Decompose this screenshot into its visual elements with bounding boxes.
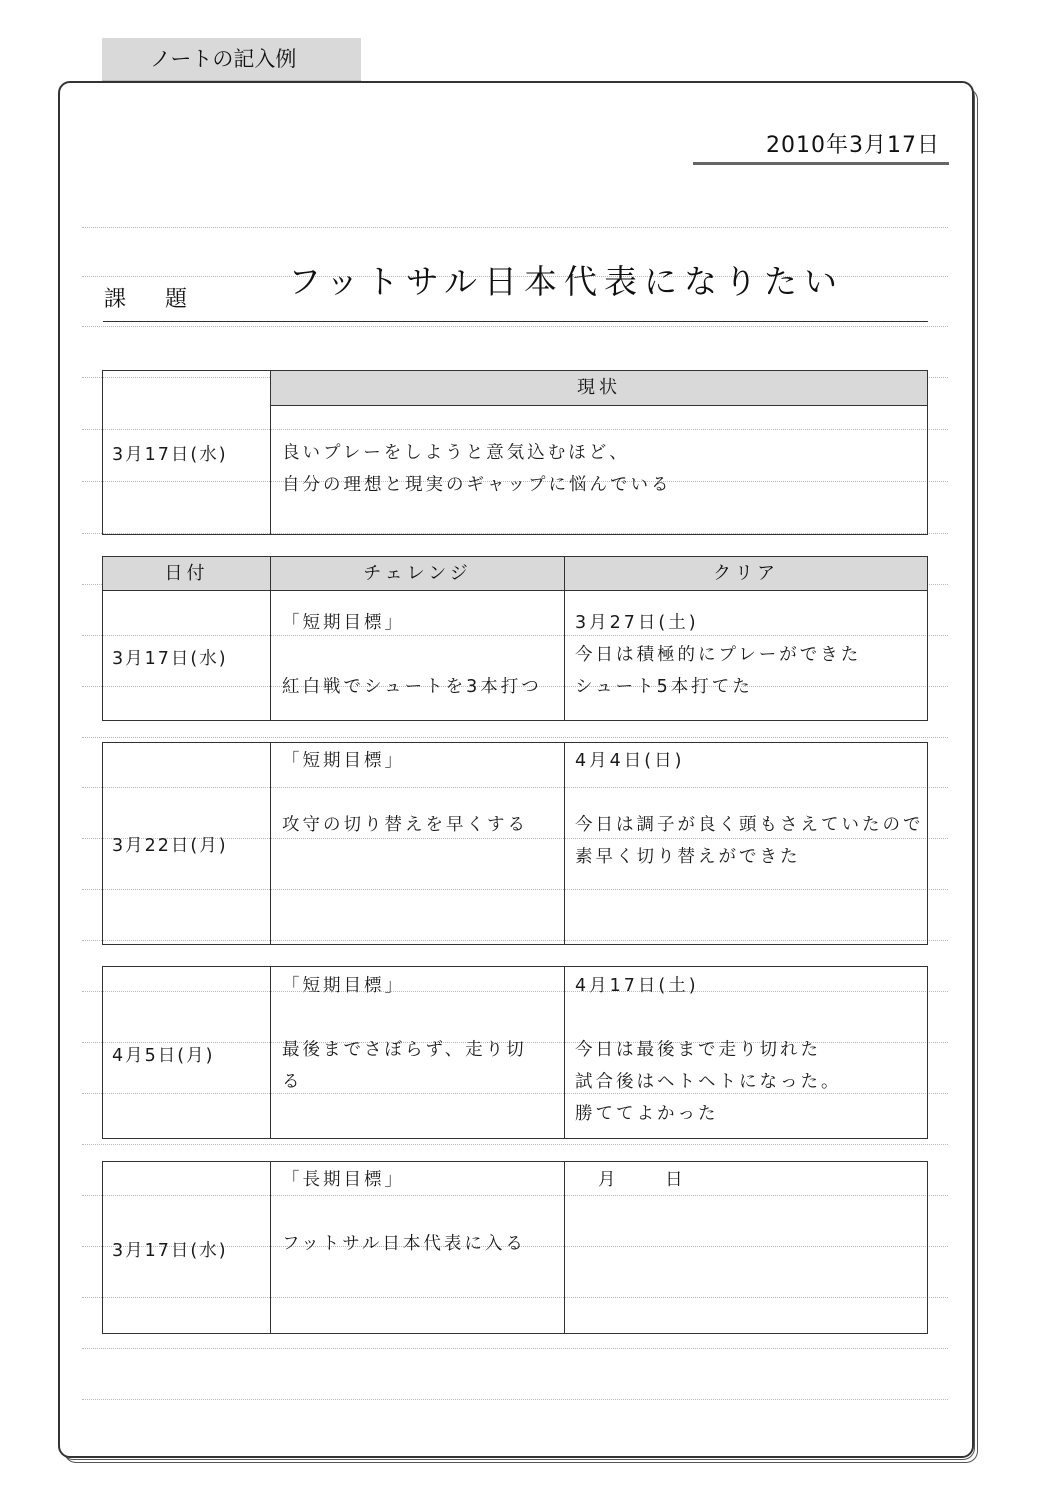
col-divider xyxy=(270,556,271,721)
row-clear: 3月27日(土) 今日は積極的にプレーができた シュート5本打てた xyxy=(575,613,862,697)
date-underline xyxy=(693,162,949,165)
example-tab: ノートの記入例 xyxy=(102,38,361,81)
header-date: 日付 xyxy=(103,557,270,590)
status-text: 良いプレーをしようと意気込むほど、 自分の理想と現実のギャップに悩んでいる xyxy=(282,443,672,495)
status-divider xyxy=(270,370,271,535)
col-divider xyxy=(270,742,271,945)
row-date: 3月17日(水) xyxy=(112,1241,228,1261)
status-date: 3月17日(水) xyxy=(112,445,228,465)
ruled-line xyxy=(82,737,948,738)
row-challenge: 「短期目標」 紅白戦でシュートを3本打つ xyxy=(282,613,542,697)
header-clear: クリア xyxy=(565,557,927,590)
row-clear: 4月17日(土) 今日は最後まで走り切れた 試合後はヘトヘトになった。 勝ててよかった xyxy=(575,976,842,1124)
row-challenge: 「短期目標」 攻守の切り替えを早くする xyxy=(282,751,528,835)
subject-underline xyxy=(103,321,928,322)
subject-label: 課 題 xyxy=(104,287,203,312)
status-header-rule xyxy=(270,405,928,406)
ruled-line xyxy=(82,326,948,327)
note-date: 2010年3月17日 xyxy=(766,133,940,158)
col-divider xyxy=(564,1161,565,1334)
row-challenge: 「長期目標」 フットサル日本代表に入る xyxy=(282,1170,526,1254)
col-divider xyxy=(564,556,565,721)
subject-text: フットサル日本代表になりたい xyxy=(288,262,845,301)
ruled-line xyxy=(82,227,948,228)
row-challenge: 「短期目標」 最後までさぼらず、走り切 る xyxy=(282,976,527,1092)
row-date: 4月5日(月) xyxy=(112,1046,215,1066)
status-header: 現状 xyxy=(271,371,927,405)
row-clear: 4月4日(日) 今日は調子が良く頭もさえていたので 素早く切り替えができた xyxy=(575,751,924,867)
row-date: 3月17日(水) xyxy=(112,649,228,669)
col-divider xyxy=(564,742,565,945)
col-divider xyxy=(564,966,565,1139)
col-divider xyxy=(270,966,271,1139)
header-challenge: チェレンジ xyxy=(271,557,564,590)
row-date: 3月22日(月) xyxy=(112,836,228,856)
col-divider xyxy=(270,1161,271,1334)
ruled-line xyxy=(82,1144,948,1145)
ruled-line xyxy=(82,1348,948,1349)
row-clear: 月 日 xyxy=(598,1170,705,1190)
goal-header-rule xyxy=(102,590,928,591)
ruled-line xyxy=(82,1399,948,1400)
